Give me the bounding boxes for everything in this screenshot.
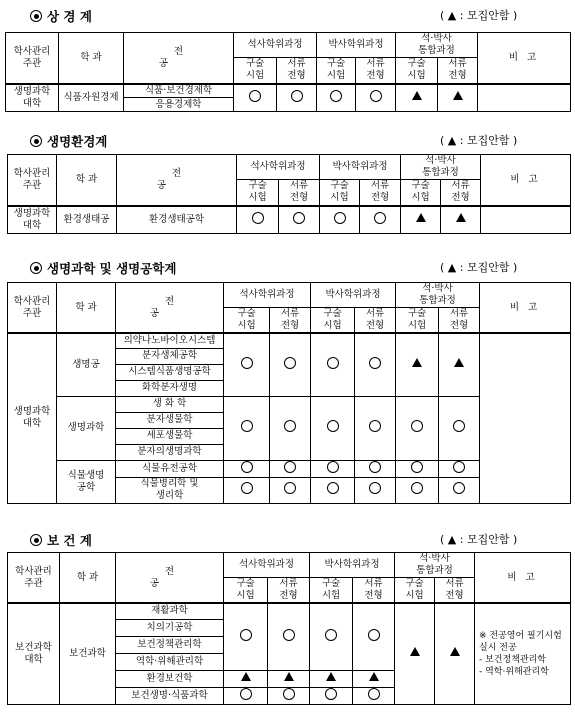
mark-cell xyxy=(270,396,311,460)
mark-cell xyxy=(320,206,360,234)
triangle-icon xyxy=(412,358,422,367)
bullet-icon xyxy=(30,10,42,22)
circle-icon xyxy=(284,357,296,369)
admin-cell: 생명과학 대학 xyxy=(6,84,59,112)
circle-icon xyxy=(291,90,303,102)
mark-cell xyxy=(224,687,268,704)
triangle-icon xyxy=(450,647,460,656)
mark-cell xyxy=(355,333,396,396)
header-remarks: 비 고 xyxy=(478,33,571,84)
circle-icon xyxy=(453,461,465,473)
header-oral: 구술 시험 xyxy=(395,578,435,604)
circle-icon xyxy=(283,629,295,641)
major-cell: 역학·위해관리학 xyxy=(116,653,224,670)
header-integrated: 석·박사 통합과정 xyxy=(395,553,475,578)
bullet-icon xyxy=(30,135,42,147)
mark-cell xyxy=(355,460,396,477)
circle-icon xyxy=(368,629,380,641)
circle-icon xyxy=(334,212,346,224)
section-title: 상 경 계 xyxy=(30,7,92,25)
major-cell: 분자생물학 xyxy=(116,412,224,428)
circle-icon xyxy=(370,90,382,102)
mark-cell xyxy=(279,206,320,234)
header-masters: 석사학위과정 xyxy=(224,553,310,578)
mark-cell xyxy=(224,603,268,670)
header-admin: 학사관리 주관 xyxy=(8,553,60,604)
header-major: 전 공 xyxy=(124,33,234,84)
header-oral: 구술 시험 xyxy=(310,578,353,604)
header-docs: 서류 전형 xyxy=(353,578,395,604)
mark-cell xyxy=(439,460,480,477)
header-dept: 학 과 xyxy=(57,283,116,334)
remarks-cell xyxy=(478,84,571,112)
major-cell: 시스템식품생명공학 xyxy=(116,364,224,380)
mark-cell xyxy=(311,460,355,477)
header-remarks: 비 고 xyxy=(480,283,571,334)
section-title: 생명환경계 xyxy=(30,132,107,150)
dept-cell: 생명과학 xyxy=(57,396,116,460)
circle-icon xyxy=(325,629,337,641)
major-cell: 세포생물학 xyxy=(116,428,224,444)
major-cell: 치의기공학 xyxy=(116,619,224,636)
legend-note: ( ▲ : 모집안함 ) xyxy=(440,261,518,274)
dept-cell: 환경생태공 xyxy=(57,206,117,234)
circle-icon xyxy=(240,688,252,700)
circle-icon xyxy=(325,688,337,700)
remarks-cell xyxy=(481,206,571,234)
mark-cell xyxy=(268,687,310,704)
header-oral: 구술 시험 xyxy=(237,180,279,206)
legend-note: ( ▲ : 모집안함 ) xyxy=(440,134,518,147)
header-oral: 구술 시험 xyxy=(396,308,439,334)
header-docs: 서류 전형 xyxy=(356,58,396,84)
circle-icon xyxy=(330,90,342,102)
major-cell: 식품·보건경제학 xyxy=(124,84,234,98)
header-docs: 서류 전형 xyxy=(268,578,310,604)
triangle-icon xyxy=(456,213,466,222)
legend-note: ( ▲ : 모집안함 ) xyxy=(440,9,518,22)
mark-cell xyxy=(353,687,395,704)
mark-cell xyxy=(360,206,401,234)
circle-icon xyxy=(411,482,423,494)
major-cell: 환경보건학 xyxy=(116,670,224,687)
mark-cell xyxy=(435,603,475,704)
header-oral: 구술 시험 xyxy=(320,180,360,206)
life-environment-table xyxy=(7,154,571,234)
mark-cell xyxy=(224,333,270,396)
remarks-note: ※ 전공영어 필기시험 실시 전공 - 보건정책관리학 - 역학·위해관리학 xyxy=(475,603,571,704)
mark-cell xyxy=(439,333,480,396)
mark-cell xyxy=(270,460,311,477)
major-cell: 재활과학 xyxy=(116,603,224,619)
mark-cell xyxy=(317,84,356,112)
major-cell: 화학분자생명 xyxy=(116,380,224,396)
header-doctoral: 박사학위과정 xyxy=(310,553,395,578)
mark-cell xyxy=(311,333,355,396)
header-docs: 서류 전형 xyxy=(279,180,320,206)
header-major: 전 공 xyxy=(117,155,237,206)
circle-icon xyxy=(241,420,253,432)
triangle-icon xyxy=(416,213,426,222)
mark-cell xyxy=(268,603,310,670)
circle-icon xyxy=(240,629,252,641)
mark-cell xyxy=(224,477,270,503)
header-integrated: 석·박사 통합과정 xyxy=(401,155,481,180)
mark-cell xyxy=(277,84,317,112)
triangle-icon xyxy=(326,672,336,681)
header-doctoral: 박사학위과정 xyxy=(317,33,396,58)
header-admin: 학사관리 주관 xyxy=(8,155,57,206)
mark-cell xyxy=(401,206,441,234)
circle-icon xyxy=(284,461,296,473)
bullet-icon xyxy=(30,262,42,274)
circle-icon xyxy=(327,420,339,432)
section-health xyxy=(0,528,575,701)
header-doctoral: 박사학위과정 xyxy=(320,155,401,180)
section-life-environment xyxy=(0,129,575,231)
header-docs: 서류 전형 xyxy=(270,308,311,334)
mark-cell xyxy=(224,396,270,460)
mark-cell xyxy=(311,396,355,460)
mark-cell xyxy=(396,477,439,503)
mark-cell xyxy=(237,206,279,234)
major-cell: 보건정책관리학 xyxy=(116,636,224,653)
header-dept: 학 과 xyxy=(60,553,116,604)
header-oral: 구술 시험 xyxy=(224,308,270,334)
header-oral: 구술 시험 xyxy=(234,58,277,84)
mark-cell xyxy=(224,460,270,477)
circle-icon xyxy=(369,482,381,494)
header-docs: 서류 전형 xyxy=(438,58,478,84)
circle-icon xyxy=(369,357,381,369)
header-admin: 학사관리 주관 xyxy=(6,33,59,84)
triangle-icon xyxy=(369,672,379,681)
major-cell: 환경생태공학 xyxy=(117,206,237,234)
major-cell: 의약나노바이오시스템 xyxy=(116,333,224,348)
triangle-icon xyxy=(284,672,294,681)
triangle-icon xyxy=(412,91,422,100)
header-integrated: 석·박사 통합과정 xyxy=(396,283,480,308)
header-docs: 서류 전형 xyxy=(277,58,317,84)
triangle-icon xyxy=(410,647,420,656)
mark-cell xyxy=(396,396,439,460)
dept-cell: 생명공 xyxy=(57,333,116,396)
major-cell: 분자의생명과학 xyxy=(116,444,224,460)
header-masters: 석사학위과정 xyxy=(224,283,311,308)
admin-cell: 생명과학 대학 xyxy=(8,333,57,503)
circle-icon xyxy=(453,420,465,432)
mark-cell xyxy=(439,477,480,503)
mark-cell xyxy=(268,670,310,687)
section-title: 보 건 계 xyxy=(30,531,92,549)
mark-cell xyxy=(441,206,481,234)
header-oral: 구술 시험 xyxy=(401,180,441,206)
section-commerce xyxy=(0,4,575,110)
circle-icon xyxy=(327,482,339,494)
header-masters: 석사학위과정 xyxy=(234,33,317,58)
mark-cell xyxy=(396,460,439,477)
remarks-cell xyxy=(480,333,571,503)
mark-cell xyxy=(310,603,353,670)
major-cell: 식물유전공학 xyxy=(116,460,224,477)
circle-icon xyxy=(241,482,253,494)
header-docs: 서류 전형 xyxy=(355,308,396,334)
mark-cell xyxy=(224,670,268,687)
header-docs: 서류 전형 xyxy=(439,308,480,334)
header-remarks: 비 고 xyxy=(481,155,571,206)
header-integrated: 석·박사 통합과정 xyxy=(396,33,478,58)
major-cell: 식물병리학 및 생리학 xyxy=(116,477,224,503)
mark-cell xyxy=(353,603,395,670)
section-life-science xyxy=(0,256,575,501)
mark-cell xyxy=(396,84,438,112)
circle-icon xyxy=(284,420,296,432)
circle-icon xyxy=(368,688,380,700)
header-dept: 학 과 xyxy=(59,33,124,84)
mark-cell xyxy=(438,84,478,112)
dept-cell: 식물생명 공학 xyxy=(57,460,116,503)
mark-cell xyxy=(310,687,353,704)
bullet-icon xyxy=(30,534,42,546)
circle-icon xyxy=(369,420,381,432)
legend-note: ( ▲ : 모집안함 ) xyxy=(440,533,518,546)
mark-cell xyxy=(395,603,435,704)
circle-icon xyxy=(374,212,386,224)
circle-icon xyxy=(369,461,381,473)
circle-icon xyxy=(327,357,339,369)
triangle-icon xyxy=(453,91,463,100)
mark-cell xyxy=(270,333,311,396)
mark-cell xyxy=(234,84,277,112)
mark-cell xyxy=(439,396,480,460)
mark-cell xyxy=(311,477,355,503)
header-oral: 구술 시험 xyxy=(317,58,356,84)
header-docs: 서류 전형 xyxy=(441,180,481,206)
header-masters: 석사학위과정 xyxy=(237,155,320,180)
triangle-icon xyxy=(241,672,251,681)
major-cell: 응용경제학 xyxy=(124,98,234,112)
major-cell: 보건생명·식품과학 xyxy=(116,687,224,704)
dept-cell: 식품자원경제 xyxy=(59,84,124,112)
circle-icon xyxy=(411,420,423,432)
header-dept: 학 과 xyxy=(57,155,117,206)
header-major: 전 공 xyxy=(116,283,224,334)
header-major: 전 공 xyxy=(116,553,224,604)
header-admin: 학사관리 주관 xyxy=(8,283,57,334)
mark-cell xyxy=(355,477,396,503)
health-table xyxy=(7,552,571,705)
header-oral: 구술 시험 xyxy=(396,58,438,84)
major-cell: 분자생체공학 xyxy=(116,348,224,364)
commerce-table xyxy=(5,32,571,112)
life-science-table xyxy=(7,282,571,504)
circle-icon xyxy=(252,212,264,224)
header-docs: 서류 전형 xyxy=(360,180,401,206)
triangle-icon xyxy=(454,358,464,367)
circle-icon xyxy=(283,688,295,700)
dept-cell: 보건과학 xyxy=(60,603,116,704)
circle-icon xyxy=(249,90,261,102)
header-oral: 구술 시험 xyxy=(311,308,355,334)
admin-cell: 보건과학 대학 xyxy=(8,603,60,704)
header-remarks: 비 고 xyxy=(475,553,571,604)
header-oral: 구술 시험 xyxy=(224,578,268,604)
mark-cell xyxy=(356,84,396,112)
circle-icon xyxy=(327,461,339,473)
circle-icon xyxy=(411,461,423,473)
header-doctoral: 박사학위과정 xyxy=(311,283,396,308)
mark-cell xyxy=(310,670,353,687)
section-title: 생명과학 및 생명공학계 xyxy=(30,259,176,277)
circle-icon xyxy=(293,212,305,224)
circle-icon xyxy=(241,461,253,473)
circle-icon xyxy=(241,357,253,369)
mark-cell xyxy=(270,477,311,503)
header-docs: 서류 전형 xyxy=(435,578,475,604)
admin-cell: 생명과학 대학 xyxy=(8,206,57,234)
mark-cell xyxy=(355,396,396,460)
circle-icon xyxy=(453,482,465,494)
circle-icon xyxy=(284,482,296,494)
major-cell: 생 화 학 xyxy=(116,396,224,412)
mark-cell xyxy=(353,670,395,687)
mark-cell xyxy=(396,333,439,396)
